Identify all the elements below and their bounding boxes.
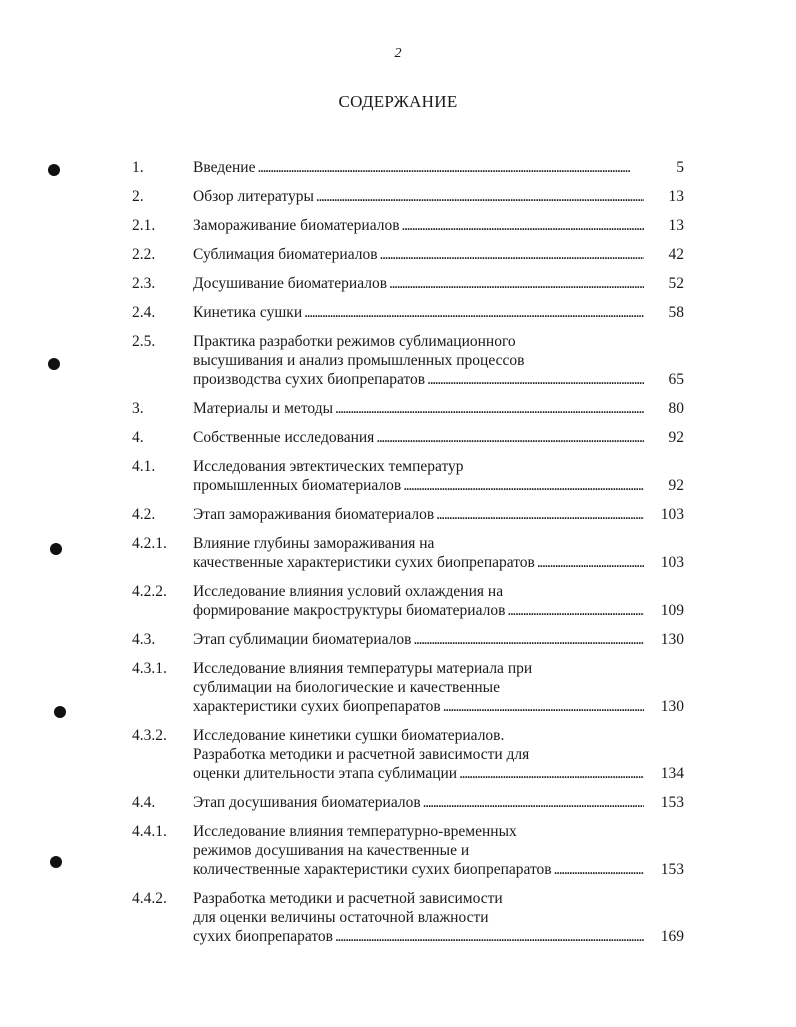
page-number: 2 [394, 46, 402, 61]
toc-entry [132, 451, 684, 499]
toc-entry-number: 4.2.2. [132, 583, 167, 600]
toc-entry-title-line: Исследование влияния температуры материала при [193, 660, 533, 677]
toc-entry-body [193, 457, 684, 495]
toc-page-number: 5 [676, 159, 684, 176]
dot-leader [436, 505, 644, 524]
toc-page-number: 169 [660, 928, 684, 945]
dot-leader [459, 764, 644, 783]
dot-leader [257, 158, 644, 177]
toc-entry-number: 2. [132, 188, 144, 205]
toc-entry [132, 653, 684, 720]
toc-entry-body [193, 505, 684, 524]
toc-page-number: 80 [668, 400, 684, 417]
toc-entry-title-line [193, 553, 684, 572]
toc-entry-body [193, 889, 684, 946]
toc-page-number: 109 [660, 602, 684, 619]
toc-entry-title-text: сухих биопрепаратов [193, 928, 333, 945]
toc-entry [132, 181, 684, 210]
dot-leader [389, 274, 644, 293]
dot-leader [335, 399, 644, 418]
dot-leader [402, 216, 644, 235]
toc-entry [132, 528, 684, 576]
dot-leader [316, 187, 644, 206]
toc-entry [132, 787, 684, 816]
toc-entry-title-line: режимов досушивания на качественные и [193, 842, 470, 859]
toc-entry-number: 4.3. [132, 631, 156, 648]
toc-entry-number: 4.3.1. [132, 660, 167, 677]
toc-entry-title-text: Этап досушивания биоматериалов [193, 794, 421, 811]
toc-entry [132, 720, 684, 787]
punch-hole-mark [48, 358, 60, 370]
toc-page-number: 153 [660, 794, 684, 811]
toc-entry [132, 624, 684, 653]
toc-entry-title-line [193, 370, 684, 389]
toc-entry-title-line [193, 274, 684, 293]
toc-entry-title-text: производства сухих биопрепаратов [193, 371, 426, 388]
dot-leader [413, 630, 644, 649]
toc-entry-title-line [193, 245, 684, 264]
toc-entry-number: 2.3. [132, 275, 156, 292]
toc-entry-body [193, 245, 684, 264]
toc-page-number: 58 [668, 304, 684, 321]
toc-entry-number: 4.2.1. [132, 535, 167, 552]
toc-entry-number: 4.2. [132, 506, 156, 523]
toc-entry [132, 326, 684, 393]
toc-entry-body [193, 274, 684, 293]
toc-entry-title-line [193, 601, 684, 620]
toc-entry-title-text: качественные характеристики сухих биопрепаратов [193, 554, 535, 571]
toc-entry-title-line: высушивания и анализ промышленных процессов [193, 352, 525, 369]
toc-entry-number: 3. [132, 400, 144, 417]
dot-leader [335, 927, 644, 946]
toc-entry-title-line [193, 764, 684, 783]
toc-entry-body [193, 582, 684, 620]
toc-entry-title-text: Обзор литературы [193, 188, 314, 205]
toc-entry-title-line: сублимации на биологические и качественные [193, 679, 500, 696]
toc-entry-title-line [193, 303, 684, 322]
toc-entry-title-line [193, 428, 684, 447]
toc-entry [132, 268, 684, 297]
toc-entry-number: 4.4.1. [132, 823, 167, 840]
toc-page-number: 52 [668, 275, 684, 292]
toc-entry-number: 4.4. [132, 794, 156, 811]
toc-entry-title-text: количественные характеристики сухих биопрепаратов [193, 861, 552, 878]
toc-page-number: 130 [660, 698, 684, 715]
toc-entry-title-line: Исследование влияния температурно-временных [193, 823, 517, 840]
toc-entry [132, 816, 684, 883]
toc-entry-title-line [193, 158, 684, 177]
toc-entry-title-line [193, 927, 684, 946]
toc-entry [132, 393, 684, 422]
toc-entry-title-line: Исследование кинетики сушки биоматериалов. [193, 727, 505, 744]
toc-entry-title-text: формирование макроструктуры биоматериалов [193, 602, 506, 619]
toc-entry-title-line [193, 216, 684, 235]
toc-entry-title-text: Этап сублимации биоматериалов [193, 631, 412, 648]
toc-entry-title-text: Замораживание биоматериалов [193, 217, 400, 234]
toc-entry [132, 239, 684, 268]
toc-entry-body [193, 216, 684, 235]
toc-entry [132, 210, 684, 239]
toc-entry-number: 2.2. [132, 246, 156, 263]
toc-entry-title-text: промышленных биоматериалов [193, 477, 402, 494]
toc-entry-title-line: для оценки величины остаточной влажности [193, 909, 489, 926]
toc-entry-title-line: Разработка методики и расчетной зависимости [193, 890, 503, 907]
toc-entry-body [193, 303, 684, 322]
toc-page-number: 103 [660, 554, 684, 571]
toc-entry-title-line: Практика разработки режимов сублимационного [193, 333, 516, 350]
dot-leader [423, 793, 644, 812]
punch-hole-mark [54, 706, 66, 718]
toc-entry-title-line [193, 187, 684, 206]
toc-page-number: 92 [668, 429, 684, 446]
toc-page-number: 13 [668, 188, 684, 205]
toc-page-number: 65 [668, 371, 684, 388]
toc-entry-number: 1. [132, 159, 144, 176]
dot-leader [507, 601, 644, 620]
dot-leader [380, 245, 644, 264]
toc-page-number: 103 [660, 506, 684, 523]
toc-entry-title-line: Разработка методики и расчетной зависимости для [193, 746, 530, 763]
dot-leader [304, 303, 644, 322]
toc-page-number: 130 [660, 631, 684, 648]
toc-entry-number: 4.1. [132, 458, 156, 475]
dot-leader [443, 697, 644, 716]
toc-page-number: 42 [668, 246, 684, 263]
toc-page-number: 134 [660, 765, 684, 782]
toc-entry-body [193, 158, 684, 177]
toc-page-number: 92 [668, 477, 684, 494]
toc-entry-number: 2.5. [132, 333, 156, 350]
dot-leader [427, 370, 644, 389]
toc-entry-title-text: Этап замораживания биоматериалов [193, 506, 435, 523]
page-title: СОДЕРЖАНИЕ [338, 92, 458, 111]
toc-entry-title-line [193, 630, 684, 649]
toc-entry-title-text: Введение [193, 159, 256, 176]
dot-leader [376, 428, 644, 447]
toc-entry-title-text: Материалы и методы [193, 400, 334, 417]
toc-entry-title-line [193, 697, 684, 716]
toc-entry [132, 152, 684, 181]
toc-entry-title-line: Исследования эвтектических температур [193, 458, 464, 475]
toc-entry-title-text: Досушивание биоматериалов [193, 275, 388, 292]
punch-hole-mark [50, 543, 62, 555]
toc-entry-title-line: Исследование влияния условий охлаждения на [193, 583, 504, 600]
toc-entry-title-line: Влияние глубины замораживания на [193, 535, 435, 552]
toc-entry-body [193, 332, 684, 389]
toc-entry-body [193, 399, 684, 418]
toc-entry-number: 4.3.2. [132, 727, 167, 744]
toc-entry-body [193, 822, 684, 879]
toc-entry-body [193, 187, 684, 206]
toc-entry [132, 297, 684, 326]
toc-entry-title-line [193, 399, 684, 418]
toc-entry-number: 2.1. [132, 217, 156, 234]
punch-hole-mark [48, 164, 60, 176]
toc-page-number: 13 [668, 217, 684, 234]
toc-entry-body [193, 793, 684, 812]
toc-entry-title-text: Сублимация биоматериалов [193, 246, 378, 263]
toc-entry-title-text: Собственные исследования [193, 429, 375, 446]
toc-entry-title-text: Кинетика сушки [193, 304, 303, 321]
toc-entry-body [193, 630, 684, 649]
toc-entry-title-line [193, 505, 684, 524]
toc-page-number: 153 [660, 861, 684, 878]
toc-entry-number: 4. [132, 429, 144, 446]
toc-entry-title-line [193, 476, 684, 495]
toc-entry-number: 2.4. [132, 304, 156, 321]
toc-entry [132, 576, 684, 624]
toc-entry-body [193, 659, 684, 716]
toc-entry-body [193, 534, 684, 572]
dot-leader [537, 553, 644, 572]
toc-entry-title-text: характеристики сухих биопрепаратов [193, 698, 441, 715]
punch-hole-mark [50, 856, 62, 868]
toc-entry-number: 4.4.2. [132, 890, 167, 907]
toc-entry-body [193, 428, 684, 447]
toc-entry [132, 883, 684, 950]
toc-entry-title-line [193, 860, 684, 879]
dot-leader [554, 860, 644, 879]
toc-entry [132, 422, 684, 451]
toc-entry [132, 499, 684, 528]
table-of-contents [132, 152, 684, 950]
toc-entry-title-text: оценки длительности этапа сублимации [193, 765, 458, 782]
dot-leader [403, 476, 644, 495]
toc-entry-body [193, 726, 684, 783]
toc-entry-title-line [193, 793, 684, 812]
